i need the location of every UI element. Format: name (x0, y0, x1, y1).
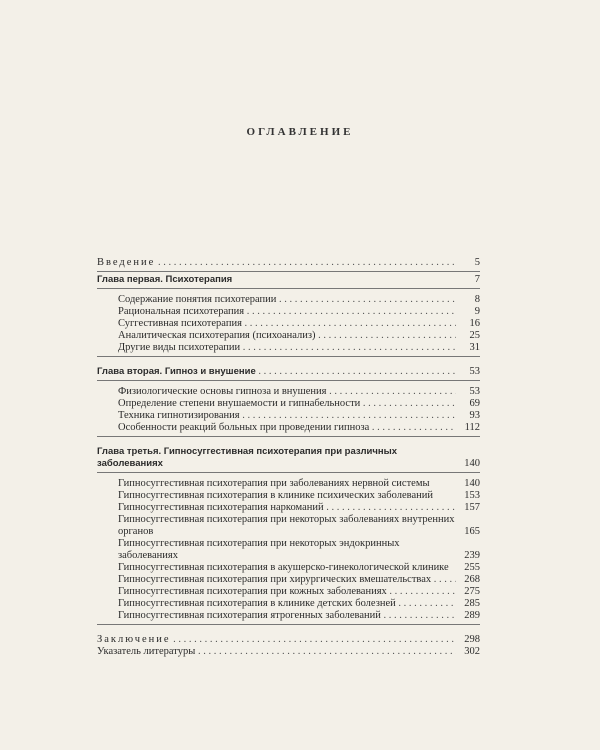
section-divider (97, 288, 480, 289)
section-divider (97, 624, 480, 625)
table-of-contents (97, 257, 480, 658)
toc-entry-page: 25 (469, 330, 480, 341)
toc-entry-title: Заключение (97, 634, 171, 645)
section-divider (97, 436, 480, 437)
toc-entry-page: 53 (469, 366, 480, 377)
toc-entry-title: Суггестивная психотерапия (118, 318, 242, 329)
toc-entry-page: 289 (464, 610, 480, 621)
toc-chapter-title: Глава третья. Гипносуггестивная психотерапия при различных заболеваниях (97, 446, 398, 469)
toc-entry (97, 330, 480, 342)
toc-entry-page: 31 (469, 342, 480, 353)
toc-entry-title: Другие виды психотерапии (118, 342, 241, 353)
toc-entry-page: 53 (469, 386, 480, 397)
toc-entry (97, 502, 480, 514)
toc-entry-page: 157 (464, 502, 480, 513)
toc-entry-title: Гипносуггестивная психотерапия в клинике детских болезней (118, 598, 396, 609)
toc-entry (97, 586, 480, 598)
toc-entry-page: 9 (474, 306, 480, 317)
toc-entry-title: Гипносуггестивная психотерапия ятрогенных заболеваний (118, 610, 381, 621)
toc-entry-conclusion (97, 634, 480, 646)
toc-entry-page: 275 (464, 586, 480, 597)
toc-chapter-3 (97, 446, 480, 470)
toc-entry (97, 490, 480, 502)
toc-entry-page: 285 (464, 598, 480, 609)
toc-entry (97, 422, 480, 434)
toc-entry-title: Гипносуггестивная психотерапия при некоторых заболеваниях внутренних органов (118, 514, 455, 537)
toc-entry-page: 298 (464, 634, 480, 645)
toc-entry-title: Гипносуггестивная психотерапия при кожных заболеваниях (118, 586, 387, 597)
toc-entry-page: 8 (474, 294, 480, 305)
toc-entry-title: Особенности реакций больных при проведении гипноза (118, 422, 370, 433)
toc-entry-title: Указатель литературы (97, 646, 196, 657)
toc-entry-page: 16 (469, 318, 480, 329)
toc-entry-intro (97, 257, 480, 269)
toc-entry (97, 574, 480, 586)
toc-entry-title: Определение степени внушаемости и гипнабельности (118, 398, 361, 409)
toc-entry-page: 255 (464, 562, 480, 573)
section-divider (97, 356, 480, 357)
toc-chapter-2 (97, 366, 480, 378)
toc-entry-title: Гипносуггестивная психотерапия наркоманий (118, 502, 324, 513)
section-divider (97, 271, 480, 272)
toc-chapter-1 (97, 274, 480, 286)
toc-heading: ОГЛАВЛЕНИЕ (246, 126, 354, 138)
toc-entry-page: 165 (464, 526, 480, 537)
toc-entry-page: 268 (464, 574, 480, 585)
toc-entry-page: 153 (464, 490, 480, 501)
toc-entry (97, 306, 480, 318)
section-divider (97, 380, 480, 381)
toc-entry-title: Гипносуггестивная психотерапия в клинике психических заболеваний (118, 490, 433, 501)
toc-entry (97, 398, 480, 410)
toc-chapter-title: Глава первая. Психотерапия (97, 274, 233, 285)
toc-entry-page: 140 (464, 478, 480, 489)
toc-entry-page: 5 (474, 257, 480, 268)
toc-entry (97, 610, 480, 622)
toc-chapter-title: Глава вторая. Гипноз и внушение (97, 366, 256, 377)
toc-entry-title: Гипносуггестивная психотерапия при хирургических вмешательствах (118, 574, 432, 585)
toc-entry-page: 302 (464, 646, 480, 657)
toc-entry-title: Содержание понятия психотерапии (118, 294, 277, 305)
toc-entry-references (97, 646, 480, 658)
toc-entry (97, 386, 480, 398)
toc-entry-title: Рациональная психотерапия (118, 306, 245, 317)
toc-entry-page: 239 (464, 550, 480, 561)
toc-entry-page: 69 (469, 398, 480, 409)
toc-entry (97, 410, 480, 422)
toc-entry (97, 562, 480, 574)
toc-entry (97, 294, 480, 306)
toc-entry-title: Техника гипнотизирования (118, 410, 240, 421)
toc-entry (97, 598, 480, 610)
toc-entry-page: 140 (464, 458, 480, 469)
toc-entry-title: Гипносуггестивная психотерапия при некоторых эндокринных заболеваниях (118, 538, 400, 561)
section-divider (97, 472, 480, 473)
toc-entry-page: 112 (464, 422, 480, 433)
toc-entry-title: Аналитическая психотерапия (психоанализ) (118, 330, 316, 341)
toc-entry-title: Введение (97, 257, 156, 268)
toc-entry-title: Физиологические основы гипноза и внушения (118, 386, 327, 397)
toc-entry-title: Гипносуггестивная психотерапия в акушерско-гинекологической клинике (118, 562, 449, 573)
toc-entry (97, 318, 480, 330)
toc-entry-page: 93 (469, 410, 480, 421)
toc-entry-page: 7 (474, 274, 480, 285)
toc-entry (97, 342, 480, 354)
toc-entry (97, 478, 480, 490)
toc-entry-title: Гипносуггестивная психотерапия при заболеваниях нервной системы (118, 478, 430, 489)
toc-entry (97, 514, 480, 538)
toc-entry (97, 538, 480, 562)
